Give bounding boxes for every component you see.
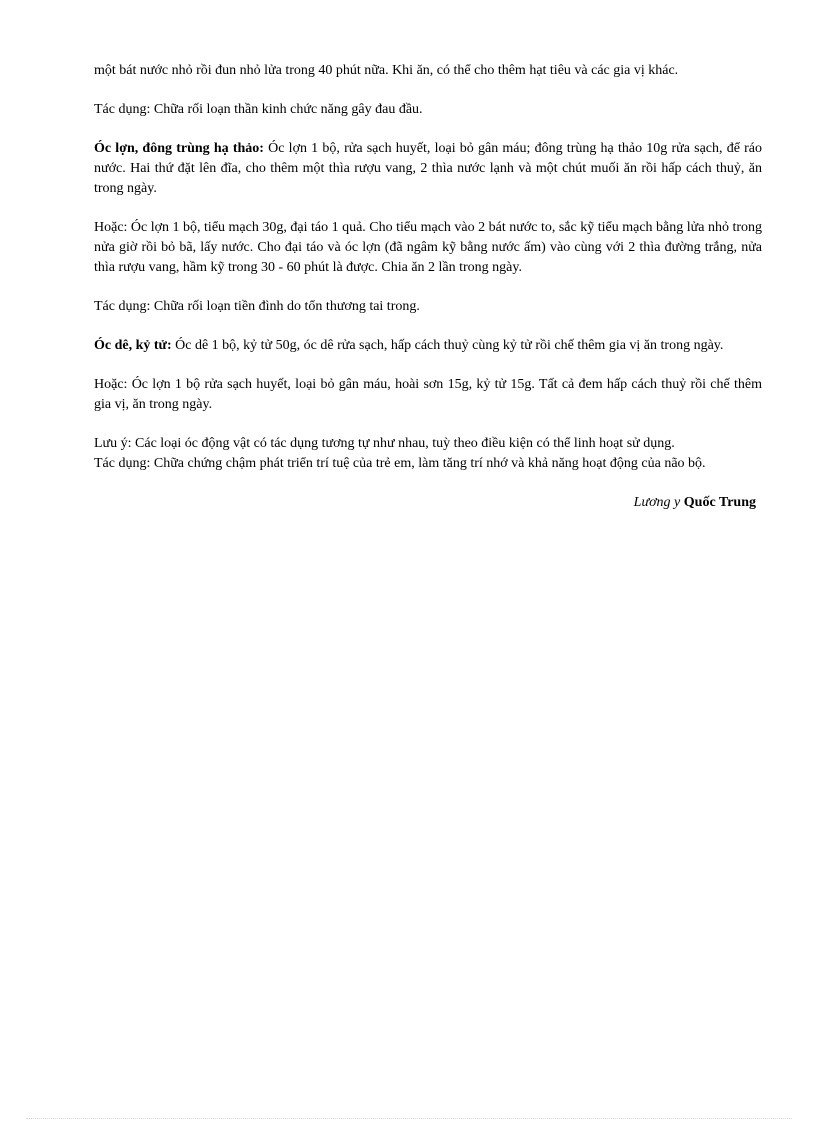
recipe-title: Óc dê, kỷ tử: [94, 338, 172, 353]
author-title: Lương y [633, 495, 681, 510]
paragraph-text: Tác dụng: Chữa rối loạn thần kinh chức năng gây đau đầu. [94, 102, 423, 117]
paragraph-text: Tác dụng: Chữa rối loạn tiền đình do tổn thương tai trong. [94, 299, 420, 314]
paragraph-text: Óc dê 1 bộ, kỷ tử 50g, óc dê rửa sạch, hấp cách thuỷ cùng kỷ tử rồi chế thêm gia vị ăn trong ngày. [171, 338, 724, 353]
paragraph-note [94, 434, 762, 474]
document-page [94, 61, 762, 513]
page-bottom-divider [26, 1118, 792, 1119]
paragraph-alternative-wheat [94, 218, 762, 278]
paragraph-pig-brain-cordyceps [94, 139, 762, 199]
paragraph-cooking-continuation [94, 61, 762, 81]
paragraph-alternative-yam [94, 375, 762, 415]
paragraph-effect-headache [94, 100, 762, 120]
recipe-title: Óc lợn, đông trùng hạ thảo: [94, 141, 264, 156]
paragraph-goat-brain-goji [94, 336, 762, 356]
paragraph-text: Óc lợn 1 bộ, rửa sạch huyết, loại bỏ gân máu; đông trùng hạ thảo 10g rửa sạch, để ráo nước. Hai thứ đặt lên đĩa, cho thêm một thìa rượu vang, 2 thìa nước lạnh và một chút muối ăn rồi hấp cách thuỷ, ăn trong ngày. [94, 141, 763, 196]
note-effect-line: Tác dụng: Chữa chứng chậm phát triển trí tuệ của trẻ em, làm tăng trí nhớ và khả năng hoạt động của não bộ. [94, 456, 706, 471]
author-signature [94, 493, 762, 513]
paragraph-effect-vestibular [94, 297, 762, 317]
paragraph-text: Hoặc: Óc lợn 1 bộ rửa sạch huyết, loại bỏ gân máu, hoài sơn 15g, kỷ tử 15g. Tất cả đem hấp cách thuỷ rồi chế thêm gia vị, ăn trong ngày. [94, 377, 762, 412]
paragraph-text: Hoặc: Óc lợn 1 bộ, tiểu mạch 30g, đại táo 1 quả. Cho tiểu mạch vào 2 bát nước to, sắc kỹ tiểu mạch bằng lửa nhỏ trong nửa giờ rồi bỏ bã, lấy nước. Cho đại táo và óc lợn (đã ngâm kỹ bằng nước ấm) vào cùng với 2 thìa đường trắng, nửa thìa rượu vang, hầm kỹ trong 30 - 60 phút là được. Chia ăn 2 lần trong ngày. [94, 220, 762, 275]
note-line: Lưu ý: Các loại óc động vật có tác dụng tương tự như nhau, tuỳ theo điều kiện có thể linh hoạt sử dụng. [94, 436, 675, 451]
author-name: Quốc Trung [683, 495, 756, 510]
paragraph-text: một bát nước nhỏ rồi đun nhỏ lửa trong 40 phút nữa. Khi ăn, có thể cho thêm hạt tiêu và các gia vị khác. [94, 63, 679, 78]
